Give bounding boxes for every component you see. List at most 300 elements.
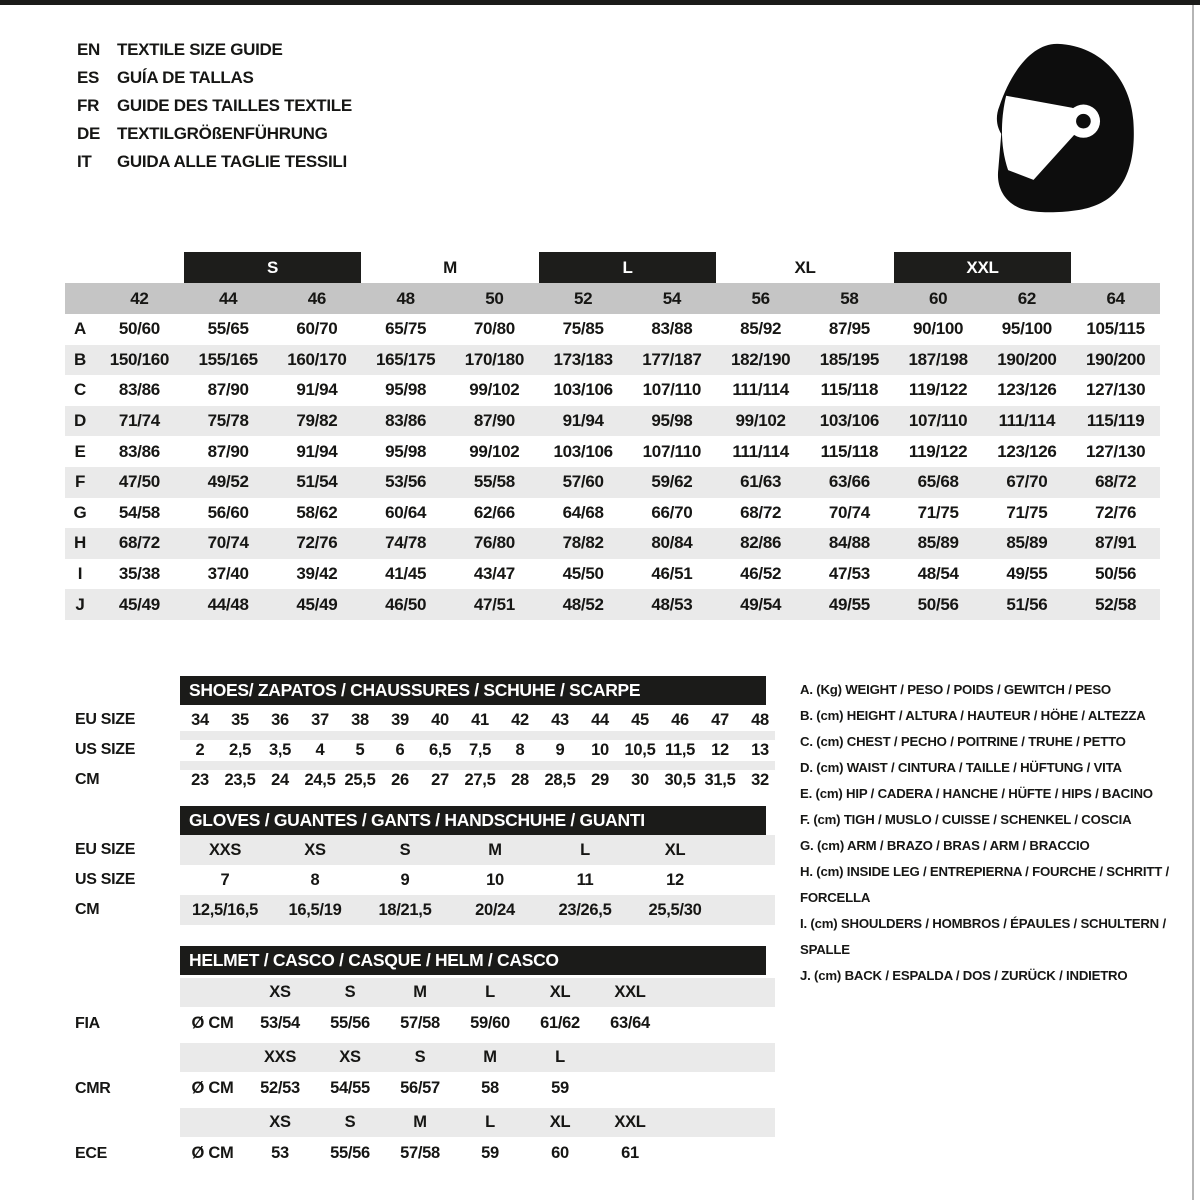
- size-row-f: [65, 467, 1160, 498]
- shoe-size-value: 32: [751, 771, 769, 789]
- shoe-size-value: 31,5: [704, 771, 736, 789]
- shoe-size-value: 46: [671, 711, 689, 729]
- legend-item: J. (cm) BACK / ESPALDA / DOS / ZURÜCK / INDIETRO: [800, 968, 1128, 983]
- measurement-value: 35/38: [118, 564, 160, 584]
- measurement-value: 182/190: [716, 345, 805, 376]
- measurement-value: 65/68: [894, 467, 983, 498]
- measurement-value: 95/98: [628, 406, 717, 437]
- size-row-i: [65, 559, 1160, 590]
- legend-item: G. (cm) ARM / BRAZO / BRAS / ARM / BRACCIO: [800, 838, 1090, 853]
- legend-item: A. (Kg) WEIGHT / PESO / POIDS / GEWITCH / PESO: [800, 682, 1111, 697]
- size-number: 50: [450, 283, 539, 314]
- size-row-d: [65, 406, 1160, 437]
- measurement-value: 65/75: [385, 319, 427, 339]
- row-label: EU SIZE: [75, 841, 136, 858]
- measurement-value: 70/74: [828, 502, 870, 522]
- measurement-value: 123/126: [997, 441, 1057, 461]
- helmet-title: HELMET / CASCO / CASQUE / HELM / CASCO: [189, 950, 559, 970]
- measurement-value: 47/53: [828, 564, 870, 584]
- measurement-value: 91/94: [296, 441, 338, 461]
- measurement-value: 83/88: [651, 319, 693, 339]
- measurement-value: 59/62: [628, 467, 717, 498]
- size-number: 56: [716, 283, 805, 314]
- measurement-value: 49/54: [716, 589, 805, 620]
- measurement-value: 85/89: [983, 528, 1072, 559]
- shoe-size-value: 6: [395, 741, 405, 759]
- shoes-title: SHOES/ ZAPATOS / CHAUSSURES / SCHUHE / SCARPE: [189, 680, 641, 700]
- legend-item: E. (cm) HIP / CADERA / HANCHE / HÜFTE / HIPS / BACINO: [800, 786, 1153, 801]
- measurement-value: 103/106: [553, 441, 613, 461]
- measurement-value: 43/47: [473, 564, 515, 584]
- shoe-size-value: 4: [315, 741, 325, 759]
- measurement-value: 67/70: [983, 467, 1072, 498]
- glove-size-value: XXS: [208, 841, 242, 859]
- size-number: 48: [361, 283, 450, 314]
- helmet-size-value: 59/60: [470, 1014, 510, 1032]
- shoe-size-value: 23: [191, 771, 209, 789]
- textile-size-table: [65, 252, 1160, 620]
- glove-size-value: 23/26,5: [558, 901, 612, 919]
- row-label: US SIZE: [75, 871, 136, 888]
- helmet-size-label: M: [413, 983, 427, 1001]
- size-group-xxl: XXL: [894, 252, 1072, 283]
- shoe-size-value: 11,5: [664, 741, 695, 759]
- measurement-value: 190/200: [983, 345, 1072, 376]
- gloves-table: [65, 835, 795, 925]
- language-row: [77, 148, 352, 176]
- legend-item: C. (cm) CHEST / PECHO / POITRINE / TRUHE / PETTO: [800, 734, 1126, 749]
- measurement-value: 173/183: [539, 345, 628, 376]
- measurement-value: 111/114: [983, 406, 1072, 437]
- row-letter: F: [65, 467, 95, 498]
- measurement-value: 160/170: [273, 345, 362, 376]
- size-number: 42: [95, 283, 184, 314]
- language-row: [77, 120, 352, 148]
- measurement-value: 71/75: [1006, 502, 1048, 522]
- measurement-value: 68/72: [95, 528, 184, 559]
- shoe-size-value: 35: [231, 711, 249, 729]
- measurement-value: 57/60: [539, 467, 628, 498]
- size-row-h: [65, 528, 1160, 559]
- helmet-values-row: [65, 1137, 795, 1170]
- measurement-value: 107/110: [642, 441, 702, 461]
- measurement-value: 87/90: [207, 441, 249, 461]
- glove-size-value: 7: [220, 871, 230, 889]
- helmet-values-row: [65, 1007, 795, 1040]
- measurement-value: 85/89: [894, 528, 983, 559]
- standard-label: FIA: [75, 1015, 100, 1032]
- size-group-l: L: [539, 252, 717, 283]
- helmet-size-value: 60: [551, 1144, 569, 1162]
- helmet-size-value: 54/55: [330, 1079, 370, 1097]
- size-row-a: [65, 314, 1160, 345]
- measurement-value: 72/76: [1095, 502, 1137, 522]
- measurement-value: 49/55: [805, 589, 894, 620]
- shoe-size-value: 5: [355, 741, 365, 759]
- measurement-value: 37/40: [207, 564, 249, 584]
- helmet-size-value: 59: [481, 1144, 499, 1162]
- helmet-size-label: XS: [269, 1113, 291, 1131]
- measurement-value: 111/114: [732, 441, 789, 461]
- measurement-value: 82/86: [716, 528, 805, 559]
- measurement-value: 115/118: [820, 380, 879, 400]
- size-row-j: [65, 589, 1160, 620]
- helmet-size-label: M: [483, 1048, 497, 1066]
- glove-size-value: XL: [664, 841, 686, 859]
- shoe-size-value: 37: [311, 711, 329, 729]
- measurement-value: 80/84: [628, 528, 717, 559]
- helmet-size-values: [245, 1007, 665, 1040]
- unit-label: Ø CM: [191, 1079, 234, 1097]
- size-group-xl: XL: [794, 257, 816, 277]
- row-letter: D: [65, 406, 95, 437]
- measurement-value: 56/60: [207, 502, 249, 522]
- language-code: IT: [77, 152, 92, 171]
- language-label: TEXTILGRÖßENFÜHRUNG: [117, 124, 328, 143]
- measurement-value: 70/74: [184, 528, 273, 559]
- glove-size-value: 11: [576, 871, 594, 889]
- gloves-row: [65, 895, 795, 925]
- language-label: GUÍA DE TALLAS: [117, 68, 254, 87]
- size-number: 54: [628, 283, 717, 314]
- measurement-value: 75/78: [184, 406, 273, 437]
- glove-size-value: 8: [310, 871, 320, 889]
- measurement-value: 47/51: [450, 589, 539, 620]
- measurement-value: 60/64: [385, 502, 427, 522]
- glove-size-value: 16,5/19: [288, 901, 342, 919]
- size-table-grid: [65, 252, 1160, 620]
- glove-size-value: 9: [400, 871, 410, 889]
- helmet-standard-ece: [65, 1108, 795, 1170]
- measurement-value: 71/74: [95, 406, 184, 437]
- helmet-size-label: M: [413, 1113, 427, 1131]
- shoes-table: [65, 705, 795, 795]
- row-label: CM: [75, 771, 100, 788]
- shoe-size-value: 34: [191, 711, 209, 729]
- shoes-section-header: [180, 676, 766, 705]
- helmet-size-label: L: [485, 1113, 495, 1131]
- measurement-value: 185/195: [805, 345, 894, 376]
- shoe-size-value: 36: [271, 711, 289, 729]
- helmet-size-values: [245, 1072, 595, 1105]
- measurement-value: 115/119: [1071, 406, 1160, 437]
- measurement-value: 105/115: [1086, 319, 1145, 339]
- shoe-size-value: 2: [195, 741, 205, 759]
- size-number: 60: [894, 283, 983, 314]
- standard-label: CMR: [75, 1080, 111, 1097]
- measurement-value: 70/80: [473, 319, 515, 339]
- helmet-size-labels: [245, 1108, 775, 1137]
- measurement-value: 83/86: [118, 380, 160, 400]
- shoe-size-value: 45: [631, 711, 649, 729]
- measurement-value: 111/114: [732, 380, 789, 400]
- measurement-value: 60/70: [296, 319, 338, 339]
- size-group-gap: [1071, 252, 1160, 283]
- glove-size-value: M: [488, 841, 502, 859]
- shoe-size-value: 38: [351, 711, 369, 729]
- shoe-size-value: 44: [591, 711, 609, 729]
- measurement-value: 107/110: [642, 380, 702, 400]
- glove-size-value: S: [399, 841, 411, 859]
- row-letter: E: [74, 441, 86, 461]
- shoe-size-value: 6,5: [428, 741, 452, 759]
- glove-size-value: L: [580, 841, 590, 859]
- row-letter: H: [65, 528, 95, 559]
- size-group-s: S: [184, 252, 362, 283]
- gloves-row: [65, 835, 795, 865]
- shoe-size-value: 42: [511, 711, 529, 729]
- measurement-value: 52/58: [1071, 589, 1160, 620]
- helmet-size-label: XS: [339, 1048, 361, 1066]
- measurement-value: 68/72: [740, 502, 782, 522]
- measurement-value: 76/80: [450, 528, 539, 559]
- measurement-value: 46/50: [361, 589, 450, 620]
- measurement-value: 41/45: [385, 564, 427, 584]
- shoe-size-value: 40: [431, 711, 449, 729]
- measurement-value: 107/110: [894, 406, 983, 437]
- measurement-value: 95/100: [1001, 319, 1052, 339]
- glove-size-value: 10: [486, 871, 504, 889]
- row-letter: B: [65, 345, 95, 376]
- language-row: [77, 92, 352, 120]
- helmet-size-value: 53: [271, 1144, 289, 1162]
- row-values: [180, 865, 720, 895]
- shoe-size-value: 47: [711, 711, 729, 729]
- band-corner-cell: [65, 283, 95, 314]
- language-code: FR: [77, 96, 100, 115]
- measurement-value: 48/54: [917, 564, 959, 584]
- measurement-value: 103/106: [805, 406, 894, 437]
- measurement-legend: [800, 677, 1182, 989]
- size-number: 46: [273, 283, 362, 314]
- measurement-value: 83/86: [361, 406, 450, 437]
- measurement-value: 187/198: [894, 345, 983, 376]
- measurement-value: 123/126: [997, 380, 1057, 400]
- helmet-section: [65, 946, 795, 1173]
- measurement-value: 50/56: [1095, 564, 1137, 584]
- size-row-b: [65, 345, 1160, 376]
- row-letter: I: [77, 564, 83, 584]
- helmet-size-label: S: [344, 983, 356, 1001]
- measurement-value: 61/63: [716, 467, 805, 498]
- shoe-size-value: 27,5: [464, 771, 496, 789]
- row-letter: C: [74, 380, 86, 400]
- helmet-size-label: XXL: [614, 1113, 646, 1131]
- measurement-value: 45/49: [95, 589, 184, 620]
- measurement-value: 53/56: [361, 467, 450, 498]
- language-label: TEXTILE SIZE GUIDE: [117, 40, 283, 59]
- measurement-value: 44/48: [184, 589, 273, 620]
- helmet-size-value: 57/58: [400, 1144, 440, 1162]
- shoe-size-value: 7,5: [468, 741, 492, 759]
- racing-helmet-icon: [973, 40, 1141, 218]
- shoe-size-value: 9: [555, 741, 565, 759]
- shoe-size-value: 29: [591, 771, 609, 789]
- measurement-value: 75/85: [562, 319, 604, 339]
- language-label: GUIDE DES TAILLES TEXTILE: [117, 96, 352, 115]
- measurement-value: 68/72: [1071, 467, 1160, 498]
- helmet-size-label: L: [485, 983, 495, 1001]
- helmet-size-label: L: [555, 1048, 565, 1066]
- legend-item: H. (cm) INSIDE LEG / ENTREPIERNA / FOURCHE / SCHRITT / FORCELLA: [800, 864, 1169, 905]
- measurement-value: 66/70: [651, 502, 693, 522]
- size-number: 64: [1071, 283, 1160, 314]
- measurement-value: 87/91: [1071, 528, 1160, 559]
- helmet-size-value: 59: [551, 1079, 569, 1097]
- measurement-value: 62/66: [473, 502, 515, 522]
- helmet-table: [65, 978, 795, 1170]
- language-code: EN: [77, 40, 101, 59]
- measurement-value: 49/52: [184, 467, 273, 498]
- measurement-value: 46/52: [740, 564, 782, 584]
- page-right-border: [1192, 5, 1194, 1200]
- corner-cell: [65, 252, 95, 283]
- shoe-size-value: 8: [515, 741, 525, 759]
- measurement-value: 103/106: [553, 380, 613, 400]
- legend-item: I. (cm) SHOULDERS / HOMBROS / ÉPAULES / SCHULTERN / SPALLE: [800, 916, 1166, 957]
- shoe-size-value: 41: [471, 711, 489, 729]
- shoe-size-value: 39: [391, 711, 409, 729]
- legend-item: B. (cm) HEIGHT / ALTURA / HAUTEUR / HÖHE / ALTEZZA: [800, 708, 1146, 723]
- measurement-value: 48/52: [539, 589, 628, 620]
- helmet-size-value: 58: [481, 1079, 499, 1097]
- row-label: EU SIZE: [75, 711, 136, 728]
- measurement-value: 99/102: [716, 406, 805, 437]
- size-row-e: [65, 436, 1160, 467]
- shoes-row: [65, 735, 795, 765]
- measurement-value: 54/58: [118, 502, 160, 522]
- measurement-value: 58/62: [296, 502, 338, 522]
- gloves-row: [65, 865, 795, 895]
- helmet-sizes-row: [180, 1043, 775, 1072]
- helmet-size-value: 53/54: [260, 1014, 300, 1032]
- measurement-value: 46/51: [651, 564, 693, 584]
- shoe-size-value: 27: [431, 771, 449, 789]
- measurement-value: 91/94: [539, 406, 628, 437]
- gloves-title: GLOVES / GUANTES / GANTS / HANDSCHUHE / GUANTI: [189, 810, 645, 830]
- row-values: [180, 895, 720, 925]
- row-letter: J: [65, 589, 95, 620]
- gloves-section: [65, 806, 795, 925]
- measurement-value: 84/88: [805, 528, 894, 559]
- shoe-size-value: 30: [631, 771, 649, 789]
- unit-label: Ø CM: [191, 1014, 234, 1032]
- helmet-size-labels: [245, 1043, 775, 1072]
- shoe-size-value: 48: [751, 711, 769, 729]
- glove-size-value: 12: [666, 871, 684, 889]
- legend-item: F. (cm) TIGH / MUSLO / CUISSE / SCHENKEL / COSCIA: [800, 812, 1132, 827]
- size-number-row: [65, 283, 1160, 314]
- shoe-size-value: 24,5: [304, 771, 336, 789]
- helmet-standard-fia: [65, 978, 795, 1040]
- measurement-value: 51/56: [983, 589, 1072, 620]
- measurement-value: 87/90: [207, 380, 249, 400]
- measurement-value: 119/122: [908, 441, 968, 461]
- size-row-c: [65, 375, 1160, 406]
- unit-label: Ø CM: [191, 1144, 234, 1162]
- helmet-size-value: 61: [621, 1144, 639, 1162]
- measurement-value: 165/175: [361, 345, 450, 376]
- measurement-value: 150/160: [95, 345, 184, 376]
- row-label: CM: [75, 901, 100, 918]
- measurement-value: 127/130: [1085, 441, 1146, 461]
- size-number: 44: [184, 283, 273, 314]
- shoe-size-value: 25,5: [344, 771, 376, 789]
- measurement-value: 47/50: [95, 467, 184, 498]
- language-title-list: [77, 36, 352, 176]
- standard-label: ECE: [75, 1145, 107, 1162]
- helmet-size-labels: [245, 978, 775, 1007]
- glove-size-value: 25,5/30: [648, 901, 702, 919]
- helmet-size-value: 63/64: [610, 1014, 650, 1032]
- helmet-size-value: 57/58: [400, 1014, 440, 1032]
- shoe-size-value: 2,5: [228, 741, 252, 759]
- helmet-size-label: XL: [549, 1113, 571, 1131]
- shoes-section: [65, 676, 795, 795]
- helmet-standard-cmr: [65, 1043, 795, 1105]
- size-number: 52: [539, 283, 628, 314]
- helmet-size-value: 52/53: [260, 1079, 300, 1097]
- measurement-value: 71/75: [917, 502, 959, 522]
- measurement-value: 177/187: [628, 345, 717, 376]
- shoes-row: [65, 705, 795, 735]
- measurement-value: 155/165: [184, 345, 273, 376]
- glove-size-value: 12,5/16,5: [191, 901, 259, 919]
- shoe-size-value: 23,5: [224, 771, 256, 789]
- row-values: [180, 765, 780, 795]
- shoe-size-value: 28,5: [544, 771, 576, 789]
- helmet-size-label: XXS: [263, 1048, 297, 1066]
- measurement-value: 78/82: [539, 528, 628, 559]
- language-row: [77, 36, 352, 64]
- size-group-row: [65, 252, 1160, 283]
- measurement-value: 83/86: [118, 441, 160, 461]
- measurement-value: 50/60: [118, 319, 160, 339]
- measurement-value: 48/53: [628, 589, 717, 620]
- measurement-value: 87/95: [828, 319, 870, 339]
- glove-size-value: 20/24: [475, 901, 515, 919]
- shoe-size-value: 3,5: [268, 741, 292, 759]
- page-top-border: [0, 0, 1200, 5]
- measurement-value: 170/180: [450, 345, 539, 376]
- measurement-value: 55/58: [450, 467, 539, 498]
- row-values: [180, 705, 780, 735]
- helmet-sizes-row: [180, 1108, 775, 1137]
- helmet-size-value: 55/56: [330, 1144, 370, 1162]
- measurement-value: 79/82: [273, 406, 362, 437]
- size-group-gap: [95, 252, 184, 283]
- measurement-value: 99/102: [469, 441, 520, 461]
- helmet-size-label: S: [344, 1113, 356, 1131]
- shoe-size-value: 24: [271, 771, 289, 789]
- helmet-size-values: [245, 1137, 665, 1170]
- measurement-value: 95/98: [385, 441, 427, 461]
- shoe-size-value: 30,5: [664, 771, 696, 789]
- helmet-size-label: XS: [269, 983, 291, 1001]
- measurement-value: 64/68: [562, 502, 604, 522]
- shoe-size-value: 10,5: [624, 741, 656, 759]
- measurement-value: 95/98: [385, 380, 427, 400]
- shoe-size-value: 12: [711, 741, 729, 759]
- helmet-sizes-row: [180, 978, 775, 1007]
- measurement-value: 74/78: [361, 528, 450, 559]
- size-row-g: [65, 498, 1160, 529]
- measurement-value: 45/49: [273, 589, 362, 620]
- shoe-size-value: 10: [591, 741, 609, 759]
- language-code: DE: [77, 124, 101, 143]
- measurement-value: 55/65: [207, 319, 249, 339]
- language-row: [77, 64, 352, 92]
